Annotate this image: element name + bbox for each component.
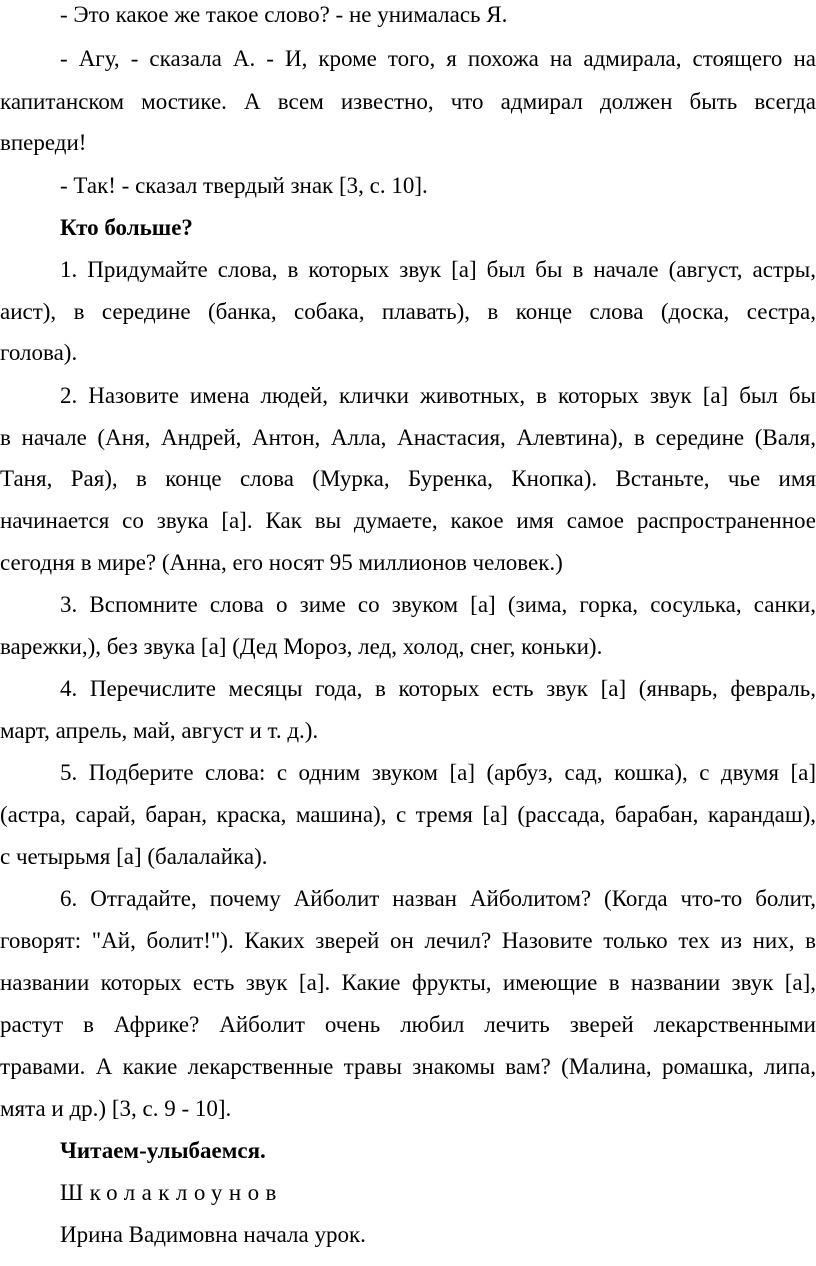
text-line: - Агу, - сказала А. - И, кроме того, я похожа на адмирала, стоящего на [60, 46, 816, 71]
text-line: март, апрель, май, август и т. д.). [0, 718, 319, 743]
text-line: варежки,), без звука [а] (Дед Мороз, лед, холод, снег, коньки). [0, 634, 603, 659]
text-line: названии которых есть звук [а]. Какие фрукты, имеющие в названии звук [а], [0, 970, 816, 995]
text-line: мята и др.) [3, с. 9 - 10]. [0, 1096, 232, 1121]
section-heading: Читаем-улыбаемся. [60, 1138, 266, 1163]
text-line: начинается со звука [а]. Как вы думаете, какое имя самое распространенное [0, 508, 816, 533]
text-line: 2. Назовите имена людей, клички животных, в которых звук [а] был бы [60, 383, 816, 408]
text-line: (астра, сарай, баран, краска, машина), с тремя [а] (рассада, барабан, карандаш), [0, 802, 816, 827]
text-line: - Так! - сказал твердый знак [3, с. 10]. [60, 173, 428, 198]
text-line: говорят: "Ай, болит!"). Каких зверей он лечил? Назовите только тех из них, в [0, 928, 816, 953]
text-line: капитанском мостике. А всем известно, что адмирал должен быть всегда [0, 89, 816, 114]
text-line: впереди! [0, 130, 87, 155]
text-line: сегодня в мире? (Анна, его носят 95 миллионов человек.) [0, 550, 563, 575]
text-line: с четырьмя [а] (балалайка). [0, 844, 268, 869]
text-line: голова). [0, 340, 78, 365]
section-heading: Кто больше? [60, 215, 193, 240]
text-line: 6. Отгадайте, почему Айболит назван Айболитом? (Когда что-то болит, [60, 886, 816, 911]
text-line: растут в Африке? Айболит очень любил лечить зверей лекарственными [0, 1012, 816, 1037]
text-line: в начале (Аня, Андрей, Антон, Алла, Анастасия, Алевтина), в середине (Валя, [0, 425, 816, 450]
text-line: 5. Подберите слова: с одним звуком [а] (арбуз, сад, кошка), с двумя [а] [60, 760, 816, 785]
text-line: аист), в середине (банка, собака, плавать), в конце слова (доска, сестра, [0, 299, 816, 324]
text-line: 4. Перечислите месяцы года, в которых есть звук [а] (январь, февраль, [60, 676, 816, 701]
text-line: Таня, Рая), в конце слова (Мурка, Буренка, Кнопка). Встаньте, чье имя [0, 466, 816, 491]
text-line: 3. Вспомните слова о зиме со звуком [а] (зима, горка, сосулька, санки, [60, 592, 816, 617]
text-line: 1. Придумайте слова, в которых звук [а] был бы в начале (август, астры, [60, 257, 816, 282]
story-title: Школаклоунов [60, 1180, 283, 1205]
text-line: травами. А какие лекарственные травы знакомы вам? (Малина, ромашка, липа, [0, 1054, 816, 1079]
text-line: - Это какое же такое слово? - не унималась Я. [60, 2, 508, 27]
text-line: Ирина Вадимовна начала урок. [60, 1222, 366, 1247]
